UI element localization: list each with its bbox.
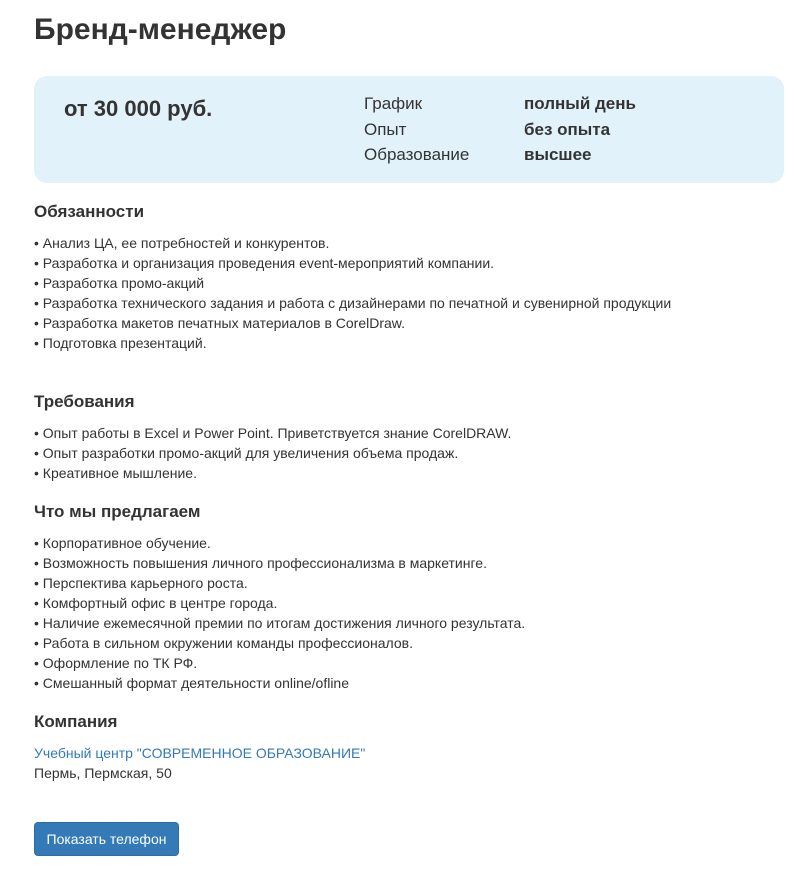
list-item: • Опыт работы в Excel и Power Point. Приветствуется знание CorelDRAW. <box>34 423 511 443</box>
list-item: • Разработка промо-акций <box>34 273 671 293</box>
company-name-link[interactable]: Учебный центр "СОВРЕМЕННОЕ ОБРАЗОВАНИЕ" <box>34 745 366 761</box>
requirements-heading: Требования <box>34 392 135 411</box>
company-heading: Компания <box>34 712 118 731</box>
list-item: • Разработка технического задания и работа с дизайнерами по печатной и сувенирной продукции <box>34 293 671 313</box>
vacancy-params <box>364 91 636 168</box>
duties-list <box>34 233 671 353</box>
list-item: • Креативное мышление. <box>34 463 511 483</box>
param-row-experience <box>364 117 636 143</box>
param-value: полный день <box>524 94 636 113</box>
requirements-list <box>34 423 511 483</box>
param-row-education <box>364 142 636 168</box>
list-item: • Комфортный офис в центре города. <box>34 593 525 613</box>
vacancy-summary-card <box>34 76 784 183</box>
param-label: График <box>364 94 423 113</box>
offer-heading: Что мы предлагаем <box>34 502 201 521</box>
list-item: • Перспектива карьерного роста. <box>34 573 525 593</box>
list-item: • Смешанный формат деятельности online/ofline <box>34 673 525 693</box>
show-phone-button[interactable]: Показать телефон <box>34 822 179 856</box>
list-item: • Опыт разработки промо-акций для увеличения объема продаж. <box>34 443 511 463</box>
list-item: • Подготовка презентаций. <box>34 333 671 353</box>
list-item: • Разработка и организация проведения event-мероприятий компании. <box>34 253 671 273</box>
offer-list <box>34 533 525 693</box>
param-value: без опыта <box>524 119 611 139</box>
list-item: • Работа в сильном окружении команды профессионалов. <box>34 633 525 653</box>
company-address: Пермь, Пермская, 50 <box>34 765 172 781</box>
salary: от 30 000 руб. <box>64 96 213 121</box>
job-title: Бренд-менеджер <box>34 13 287 46</box>
duties-heading: Обязанности <box>34 202 145 221</box>
list-item: • Оформление по ТК РФ. <box>34 653 525 673</box>
param-label: Опыт <box>364 119 407 139</box>
list-item: • Наличие ежемесячной премии по итогам достижения личного результата. <box>34 613 525 633</box>
param-label: Образование <box>364 145 470 164</box>
list-item: • Возможность повышения личного профессионализма в маркетинге. <box>34 553 525 573</box>
param-value: высшее <box>524 145 592 164</box>
param-row-schedule <box>364 91 636 117</box>
list-item: • Корпоративное обучение. <box>34 533 525 553</box>
list-item: • Анализ ЦА, ее потребностей и конкурентов. <box>34 233 671 253</box>
list-item: • Разработка макетов печатных материалов в CorelDraw. <box>34 313 671 333</box>
